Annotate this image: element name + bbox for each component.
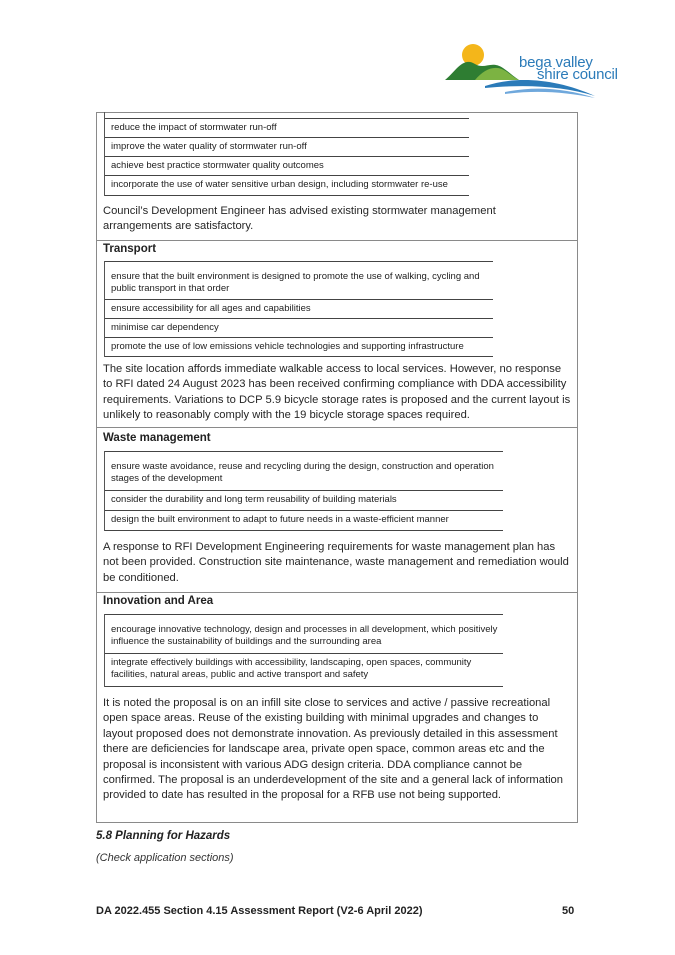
list-divider [105,451,503,458]
list-item: ensure accessibility for all ages and capabilities [105,300,493,319]
list-item: consider the durability and long term reusability of building materials [105,491,503,511]
waste-criteria-list [104,451,503,531]
list-divider [105,261,493,268]
list-item: encourage innovative technology, design and processes in all development, which positively influence the sustainability of buildings and the surrounding area [105,621,503,654]
waste-assessment: A response to RFI Development Engineering requirements for waste management plan has not been provided. Construction site maintenance, waste management and remediation would be conditioned. [103,541,569,584]
list-item: ensure that the built environment is designed to promote the use of walking, cycling and public transport in that order [105,268,493,300]
list-item: minimise car dependency [105,319,493,338]
list-item: incorporate the use of water sensitive urban design, including stormwater re-use [105,176,469,196]
stormwater-assessment: Council’s Development Engineer has advised existing stormwater management arrangements are satisfactory. [103,205,496,233]
table-divider [96,427,578,428]
innovation-assessment: It is noted the proposal is on an infill site close to services and active / passive recreational open space areas. Reuse of the existing building with minimal upgrades and changes to layout proposed does not demonstrate innovation. As previously detailed in this assessment there are deficiencies for landscape area, private open space, common areas etc and the proposal is inconsistent with various ADG design criteria. DDA compliance cannot be confirmed. The proposal is an underdevelopment of the site and a general lack of information provided to date has resulted in the proposal for a RFB use not being supported. [103,697,563,802]
page-number: 50 [562,905,575,917]
list-item: ensure waste avoidance, reuse and recycling during the design, construction and operation stages of the development [105,458,503,491]
innovation-criteria-list [104,614,503,687]
table-divider [96,240,578,241]
list-item [105,112,469,119]
stormwater-criteria-list [104,112,469,196]
list-item: promote the use of low emissions vehicle technologies and supporting infrastructure [105,338,493,357]
list-item: design the built environment to adapt to future needs in a waste-efficient manner [105,511,503,531]
list-item: integrate effectively buildings with accessibility, landscaping, open spaces, community facilities, natural areas, public and active transport and safety [105,654,503,687]
logo-text-line1: bega valley [519,54,593,71]
footer-report-title: DA 2022.455 Section 4.15 Assessment Report (V2-6 April 2022) [96,905,423,917]
transport-assessment: The site location affords immediate walkable access to local services. However, no response to RFI dated 24 August 2023 has been received confirming compliance with DDA accessibility requirements. Variations to DCP 5.9 bicycle storage rates is proposed and the current layout is unlikely to reasonably comply with the 19 bicycle storage spaces required. [103,363,571,422]
list-item: reduce the impact of stormwater run-off [105,119,469,138]
waste-heading: Waste management [103,432,211,444]
innovation-heading: Innovation and Area [103,595,214,607]
list-item: achieve best practice stormwater quality outcomes [105,157,469,176]
transport-criteria-list [104,261,493,357]
section-note: (Check application sections) [96,852,234,864]
section-title: 5.8 Planning for Hazards [96,830,231,842]
list-divider [105,614,503,621]
table-divider [96,592,578,593]
list-item: improve the water quality of stormwater run-off [105,138,469,157]
transport-heading: Transport [103,243,157,255]
logo-text-line2: shire council [537,66,618,83]
